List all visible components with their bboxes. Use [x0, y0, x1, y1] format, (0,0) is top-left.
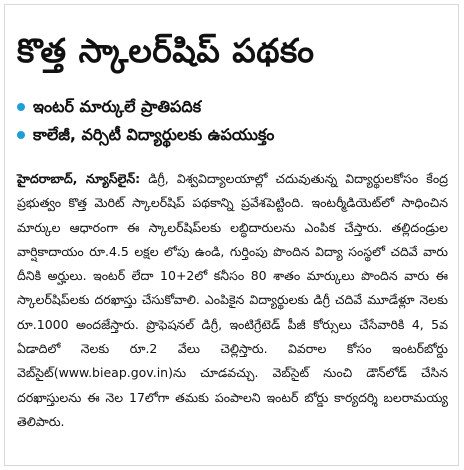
highlight-item — [17, 93, 446, 121]
article-body — [5, 167, 458, 434]
highlight-item — [17, 121, 446, 149]
bullet-dot-icon — [17, 131, 25, 139]
headline: కొత్త స్కాలర్‌షిప్‌ పథకం — [17, 31, 315, 70]
highlights-list — [5, 93, 458, 149]
article-text: డిగ్రీ, విశ్వవిద్యాలయాల్లో చదువుతున్న విద్యార్థులకోసం కేంద్ర ప్రభుత్వం కొత్త మెరిట్‌ స్కాలర్‌షిప్‌ పథకాన్ని ప్రవేశపెట్టింది. ఇంటర్మీడియెట్‌లో సాధించిన మార్కుల ఆధారంగా ఈ స్కాలర్‌షిప్‌లకు లబ్ధిదారులను ఎంపిక చేస్తారు. తల్లిదండ్రుల వార్షికాదాయం రూ.4.5 లక్షల లోపు ఉండి, గుర్తింపు పొందిన విద్యా సంస్థలో చదివే వారు దీనికి అర్హులు. ఇంటర్‌ లేదా 10+2లో కనీసం 80 శాతం మార్కులు పొందిన వారు ఈ స్కాలర్‌షిప్‌లకు దరఖాస్తు చేసుకోవాలి. ఎంపికైన విద్యార్థులకు డిగ్రీ చదివే మూడేళ్లూ నెలకు రూ.1000 అందజేస్తారు. ప్రొఫెషనల్‌ డిగ్రీ, ఇంటిగ్రేటెడ్‌ పీజీ కోర్సులు చేసేవారికి 4, 5వ ఏడాదిలో నెలకు రూ.2 వేలు చెల్లిస్తారు. వివరాల కోసం ఇంటర్‌బోర్డు వెబ్‌సైట్‌(www.bieap.gov.in)ను చూడవచ్చు. వెబ్‌సైట్‌ నుంచి డౌన్‌లోడ్‌ చేసిన దరఖాస్తులను ఈ నెల 17లోగా తమకు పంపాలని ఇంటర్‌ బోర్డు కార్యదర్శి బలరామయ్య తెలిపారు. — [17, 171, 448, 429]
highlight-text: ఇంటర్‌ మార్కులే ప్రాతిపదిక — [33, 97, 202, 116]
news-clipping — [4, 4, 459, 466]
highlight-text: కాలేజీ, వర్సిటీ విద్యార్థులకు ఉపయుక్తం — [33, 125, 275, 144]
dateline: హైదరాబాద్‌, న్యూస్‌లైన్‌: — [17, 171, 141, 186]
bullet-dot-icon — [17, 103, 25, 111]
